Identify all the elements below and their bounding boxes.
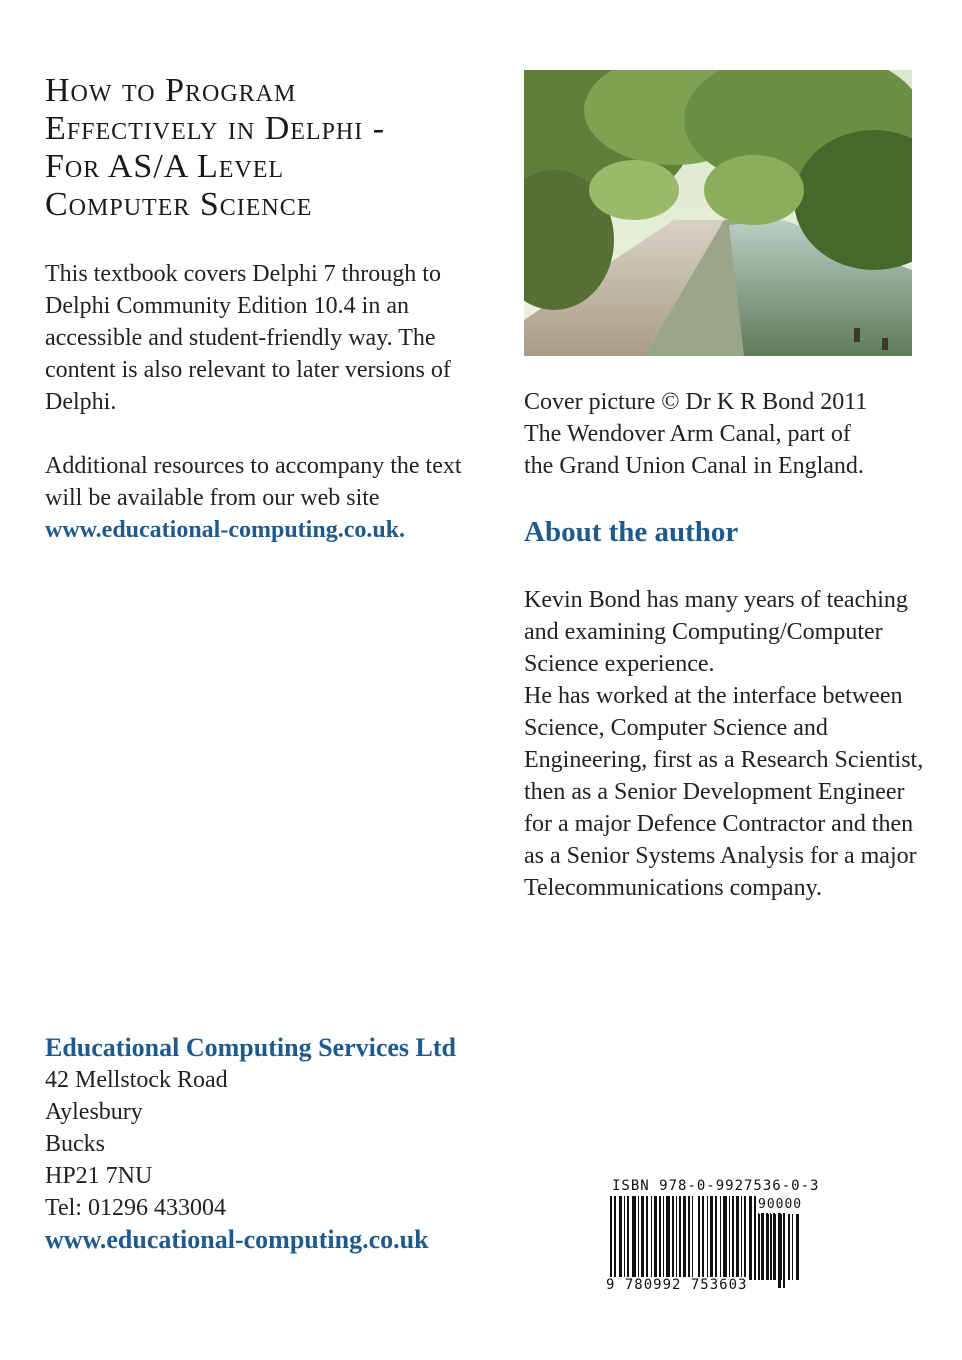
title-line: How to Program (45, 72, 297, 109)
bio-paragraph: He has worked at the interface between Science, Computer Science and Engineering, first as a Research Scientist, then as a Senior Development Engineer for a major Defence Contractor and then as a Senior Systems Analysis for a major Telecommunications company. (524, 683, 924, 901)
address-line: Aylesbury (45, 1099, 143, 1125)
resources-text: Additional resources to accompany the text will be available from our web site (45, 453, 462, 511)
author-bio (524, 584, 924, 904)
telephone: Tel: 01296 433004 (45, 1195, 226, 1221)
resources-paragraph (45, 450, 465, 546)
publisher-website-link[interactable]: www.educational-computing.co.uk (45, 1225, 429, 1254)
address-line: 42 Mellstock Road (45, 1067, 228, 1093)
title-line: Computer Science (45, 186, 313, 223)
photo-caption (524, 386, 944, 482)
title-line: For AS/A Level (45, 148, 285, 185)
publisher-block (45, 1032, 545, 1256)
bio-paragraph: Kevin Bond has many years of teaching and examining Computing/Computer Science experience. (524, 587, 908, 677)
canal-photo-icon (524, 70, 912, 356)
price-addon: 90000 (758, 1197, 803, 1212)
address-line: Bucks (45, 1131, 105, 1157)
isbn-label: ISBN 978-0-9927536-0-3 (612, 1178, 820, 1194)
about-author-heading: About the author (524, 516, 739, 548)
title-line: Effectively in Delphi - (45, 110, 386, 147)
book-title (45, 72, 485, 224)
caption-line: The Wendover Arm Canal, part of (524, 421, 851, 447)
ean-number: 9 780992 753603 (606, 1277, 748, 1293)
caption-line: the Grand Union Canal in England. (524, 453, 864, 479)
intro-paragraph: This textbook covers Delphi 7 through to Delphi Community Edition 10.4 in an accessible and student-friendly way. The content is also relevant to later versions of Delphi. (45, 261, 451, 415)
caption-line: Cover picture © Dr K R Bond 2011 (524, 389, 868, 415)
cover-photo (524, 70, 912, 356)
website-link[interactable]: www.educational-computing.co.uk. (45, 517, 406, 543)
address-line: HP21 7NU (45, 1163, 153, 1189)
publisher-name: Educational Computing Services Ltd (45, 1033, 456, 1062)
